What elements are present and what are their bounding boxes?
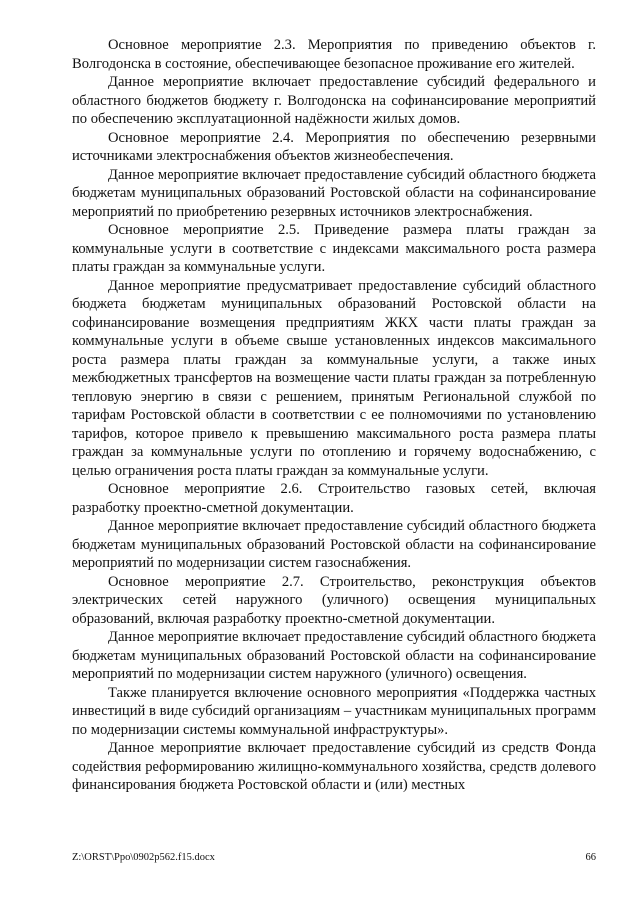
page-footer bbox=[72, 852, 596, 864]
paragraph-fund-subsidies: Данное мероприятие включает предоставление субсидий из средств Фонда содействия реформированию жилищно-коммунального хозяйства, средств долевого финансирования бюджета Ростовской области и (или) местных bbox=[72, 740, 596, 793]
paragraph-description-2-5: Данное мероприятие предусматривает предоставление субсидий областного бюджета бюджетам муниципальных образований Ростовской области на софинансирование возмещения предприятиям ЖКХ части платы граждан за коммунальные услуги в объеме свыше установленных индексов максимального роста размера платы граждан за коммунальные услуги, а также иных межбюджетных трансфертов на возмещение части платы граждан за потребленную тепловую энергию в связи с решением, принятым Региональной службой по тарифам Ростовской области в соответствии с ее полномочиями по установлению тарифов, которое привело к превышению максимального роста размера платы граждан за коммунальные услуги по отоплению и горячему водоснабжению, с целью ограничения роста платы граждан за коммунальные услуги. bbox=[72, 277, 596, 479]
paragraph-description-2-3: Данное мероприятие включает предоставление субсидий федерального и областного бюджетов бюджету г. Волгодонска на софинансирование мероприятий по обеспечению эксплуатационной надёжности жилых домов. bbox=[72, 74, 596, 127]
paragraph-description-2-4: Данное мероприятие включает предоставление субсидий областного бюджета бюджетам муниципальных образований Ростовской области на софинансирование мероприятий по приобретению резервных источников электроснабжения. bbox=[72, 166, 596, 220]
document-body bbox=[72, 36, 596, 795]
paragraph-private-investment: Также планируется включение основного мероприятия «Поддержка частных инвестиций в виде субсидий организациям – участникам муниципальных программ по модернизации системы коммунальной инфраструктуры». bbox=[72, 684, 596, 738]
paragraph-description-2-6: Данное мероприятие включает предоставление субсидий областного бюджета бюджетам муниципальных образований Ростовской области на софинансирование мероприятий по модернизации систем газоснабжения. bbox=[72, 518, 596, 571]
paragraph-description-2-7: Данное мероприятие включает предоставление субсидий областного бюджета бюджетам муниципальных образований Ростовской области на софинансирование мероприятий по модернизации систем наружного (уличного) освещения. bbox=[72, 629, 596, 682]
paragraph-main-activity-2-4: Основное мероприятие 2.4. Мероприятия по обеспечению резервными источниками электроснабжения объектов жизнеобеспечения. bbox=[72, 129, 596, 164]
paragraph-main-activity-2-5: Основное мероприятие 2.5. Приведение размера платы граждан за коммунальные услуги в соответствие с индексами максимального роста размера платы граждан за коммунальные услуги. bbox=[72, 222, 596, 275]
page-number: 66 bbox=[585, 852, 596, 863]
footer-file-path: Z:\ORST\Ppo\0902p562.f15.docx bbox=[72, 852, 215, 863]
paragraph-main-activity-2-7: Основное мероприятие 2.7. Строительство, реконструкция объектов электрических сетей наружного (уличного) освещения муниципальных образований, включая разработку проектно-сметной документации. bbox=[72, 573, 596, 627]
paragraph-main-activity-2-6: Основное мероприятие 2.6. Строительство газовых сетей, включая разработку проектно-сметной документации. bbox=[72, 481, 596, 516]
paragraph-main-activity-2-3: Основное мероприятие 2.3. Мероприятия по приведению объектов г. Волгодонска в состояние, обеспечивающее безопасное проживание его жителей. bbox=[72, 37, 596, 72]
